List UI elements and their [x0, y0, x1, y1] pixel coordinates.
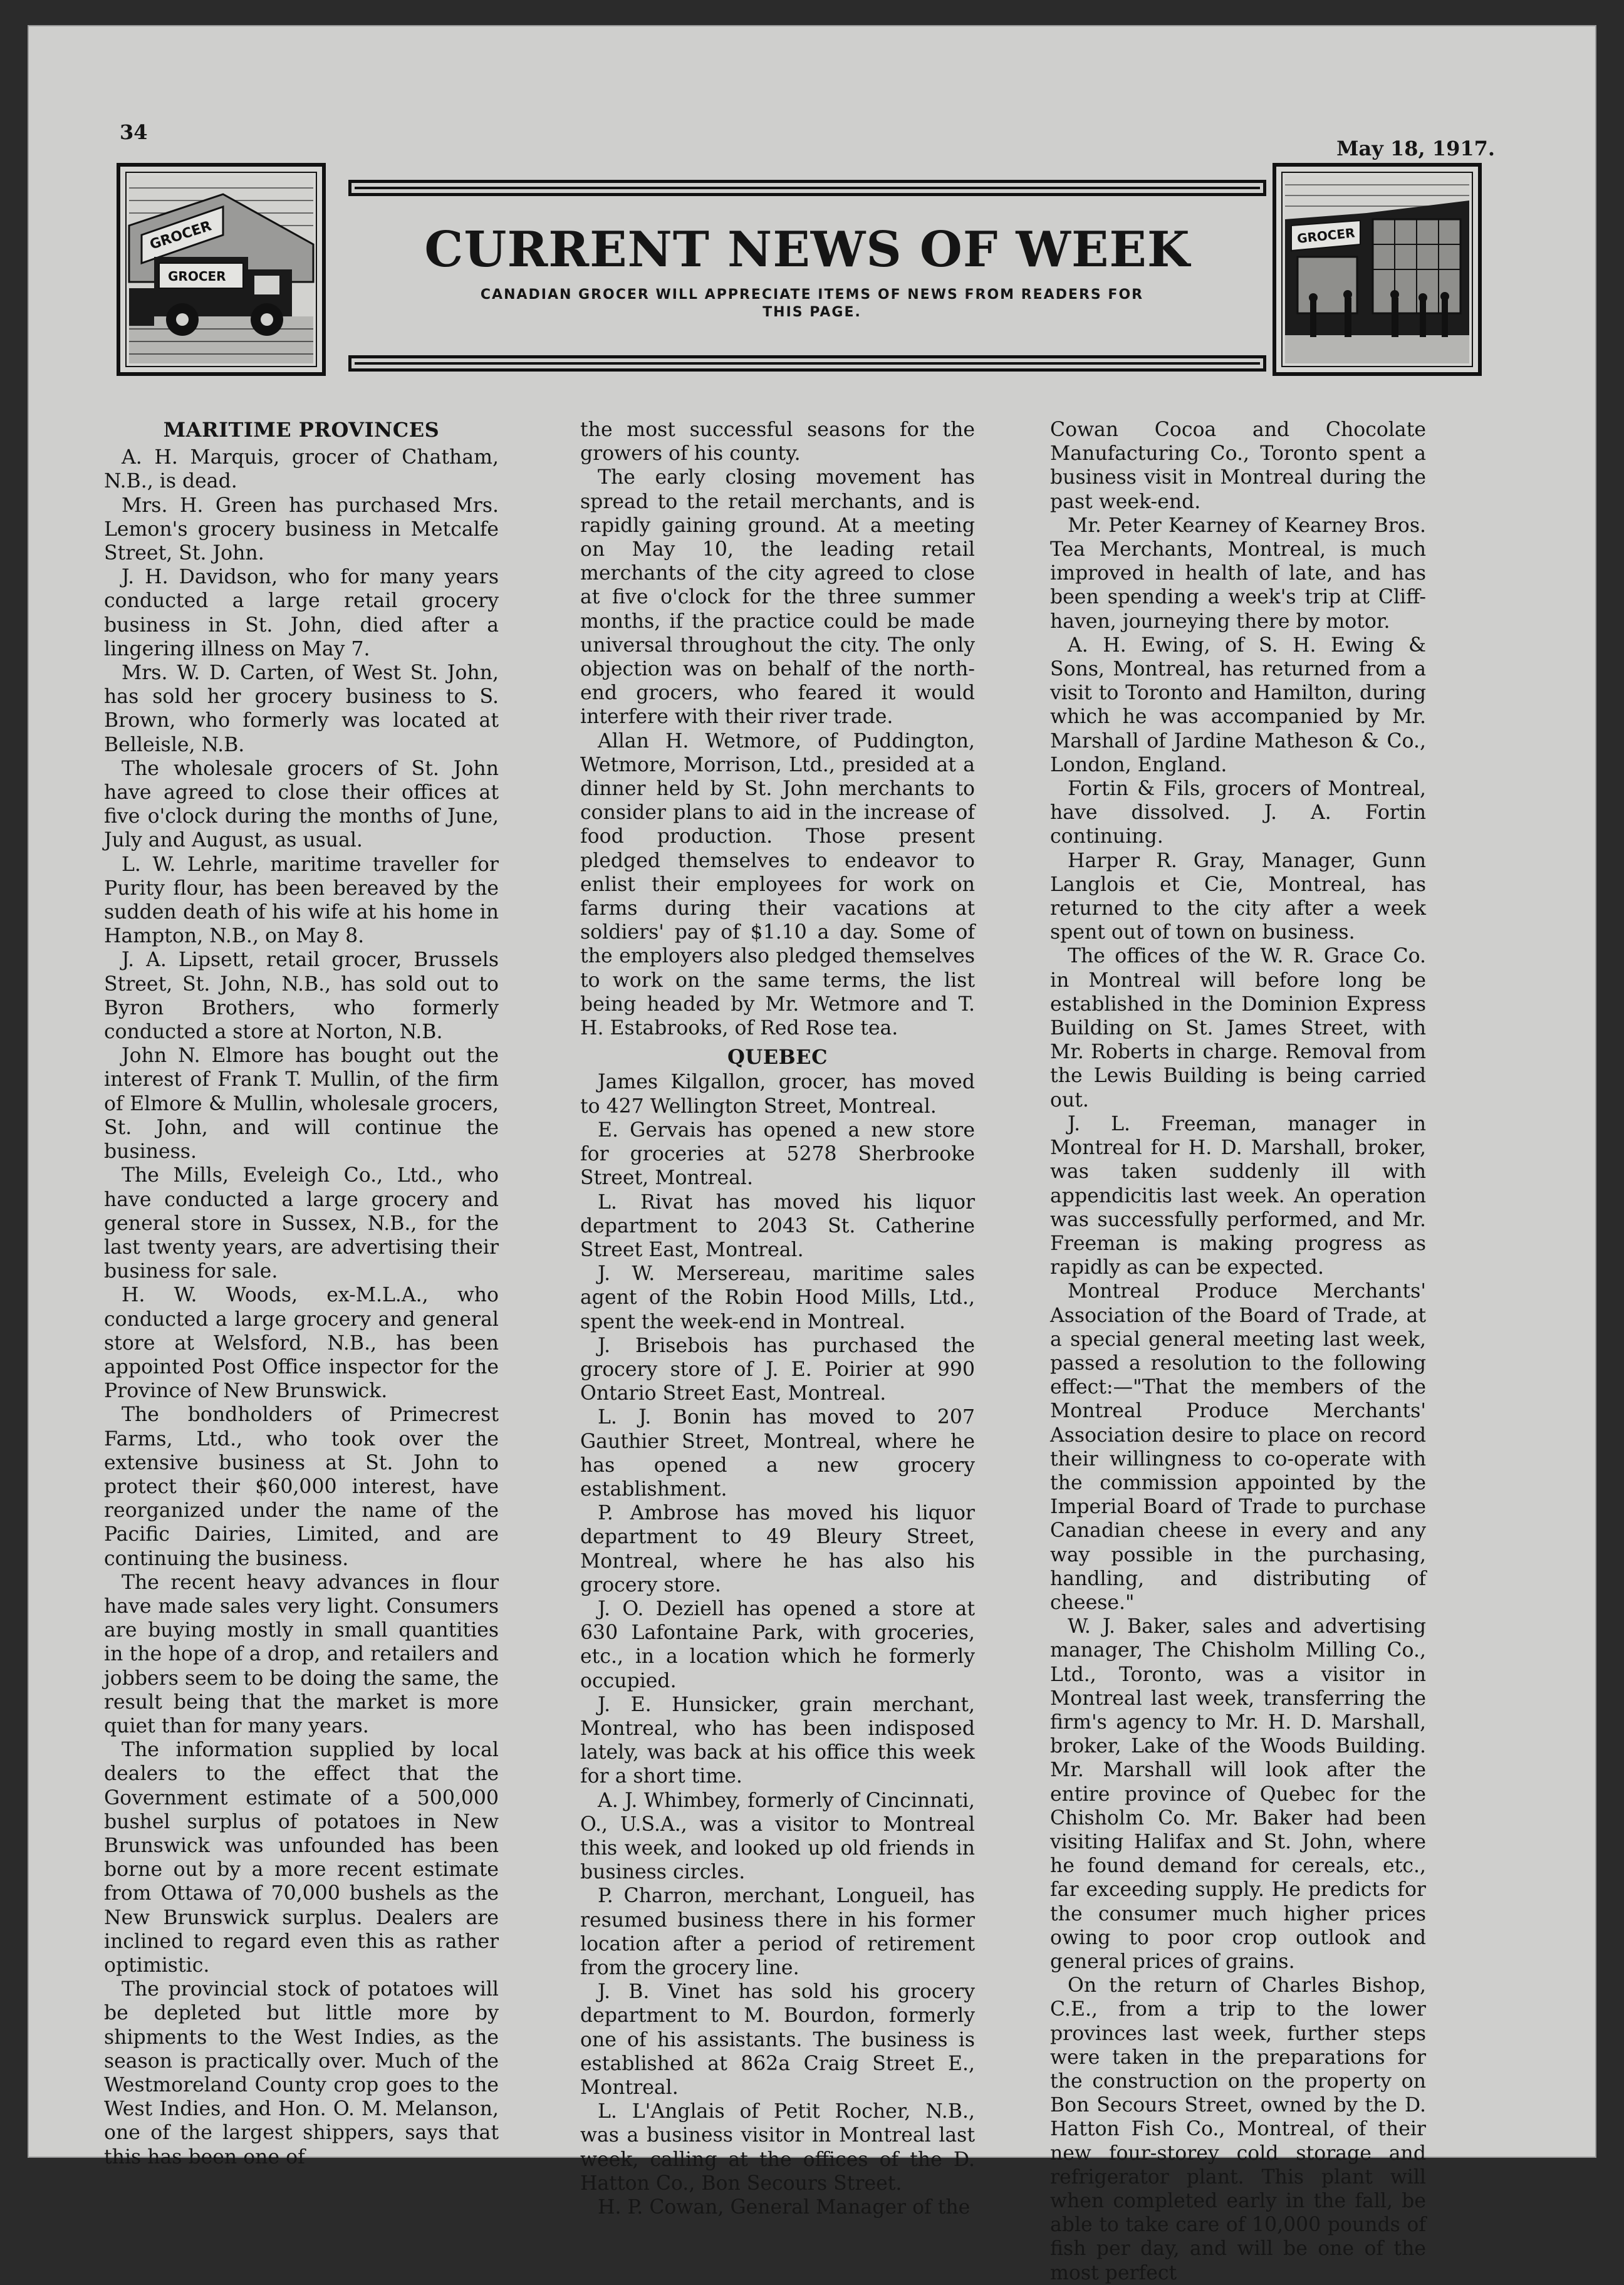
- news-item: J. W. Mersereau, maritime sales agent of the Robin Hood Mills, Ltd., spent the week-end in Montreal.: [580, 1262, 975, 1333]
- banner-subtitle: CANADIAN GROCER WILL APPRECIATE ITEMS OF NEWS FROM READERS FOR THIS PAGE.: [480, 287, 1144, 320]
- news-item: The offices of the W. R. Grace Co. in Montreal will before long be established in the Dominion Express Building on St. James Street, with Mr. Roberts in charge. Removal from the Lewis Building is being carried out.: [1050, 945, 1426, 1111]
- issue-date: May 18, 1917.: [1336, 137, 1495, 160]
- news-item: The bondholders of Primecrest Farms, Ltd., who took over the extensive business at St. John to protect their $60,000 interest, have reorganized under the name of the Pacific Dairies, Limited, and are continuing the business.: [104, 1403, 499, 1570]
- news-item: P. Ambrose has moved his liquor department to 49 Bleury Street, Montreal, where he has also his grocery store.: [580, 1502, 975, 1596]
- news-item: Harper R. Gray, Manager, Gunn Langlois et Cie, Montreal, has returned to the city after a week spent out of town on business.: [1050, 849, 1426, 944]
- page-number: 34: [120, 120, 148, 144]
- column-right: [1050, 418, 1426, 2285]
- column-middle: [580, 418, 975, 2219]
- section-heading-maritime: MARITIME PROVINCES: [163, 418, 440, 442]
- news-item: Fortin & Fils, grocers of Montreal, have dissolved. J. A. Fortin continuing.: [1050, 778, 1426, 848]
- news-item: J. L. Freeman, manager in Montreal for H. D. Marshall, broker, was taken suddenly ill with appendicitis last week. An operation was successfully performed, and Mr. Freeman is making progress as rapidly as can be expected.: [1050, 1112, 1426, 1279]
- grocer-truck-illustration: [117, 163, 326, 376]
- column-maritime: [104, 418, 499, 2169]
- news-item: John N. Elmore has bought out the interest of Frank T. Mullin, of the firm of Elmore & Mullin, wholesale grocers, St. John, and will continue the business.: [104, 1044, 499, 1163]
- storefront-sign: GROCER: [1296, 225, 1356, 246]
- news-item: Mrs. W. D. Carten, of West St. John, has sold her grocery business to S. Brown, who formerly was located at Belleisle, N.B.: [104, 662, 499, 756]
- news-item: The Mills, Eveleigh Co., Ltd., who have conducted a large grocery and general store in Sussex, N.B., for the last twenty years, are advertising their business for sale.: [104, 1164, 499, 1283]
- news-item: Mrs. H. Green has purchased Mrs. Lemon's grocery business in Metcalfe Street, St. John.: [104, 494, 499, 565]
- page-title: CURRENT NEWS OF WEEK: [424, 221, 1190, 278]
- news-item: The wholesale grocers of St. John have agreed to close their offices at five o'clock during the months of June, July and August, as usual.: [104, 757, 499, 852]
- news-item: P. Charron, merchant, Longueil, has resumed business there in his former location after a period of retirement from the grocery line.: [580, 1885, 975, 1979]
- news-item: Montreal Produce Merchants' Association of the Board of Trade, at a special general meeting last week, passed a resolution to the following effect:—"That the members of the Montreal Produce Merchants' Association desire to place on record their willingness to co-operate with the commission appointed by the Imperial Board of Trade to purchase Canadian cheese in every and any way possible in the purchasing, handling, and distributing of cheese.": [1050, 1280, 1426, 1614]
- news-item: E. Gervais has opened a new store for groceries at 5278 Sherbrooke Street, Montreal.: [580, 1118, 975, 1190]
- news-item: H. W. Woods, ex-M.L.A., who conducted a large grocery and general store at Welsford, N.B., has been appointed Post Office inspector for the Province of New Brunswick.: [104, 1284, 499, 1403]
- news-item: Mr. Peter Kearney of Kearney Bros. Tea Merchants, Montreal, is much improved in health of late, and has been spending a week's trip at Cliff-haven, journeying there by motor.: [1050, 514, 1426, 633]
- grocer-storefront-icon: [1285, 175, 1469, 363]
- banner-top-rule: [348, 180, 1266, 196]
- news-item: L. J. Bonin has moved to 207 Gauthier Street, Montreal, where he has opened a new grocery establishment.: [580, 1406, 975, 1501]
- news-item: J. B. Vinet has sold his grocery department to M. Bourdon, formerly one of his assistants. The business is established at 862a Craig Street E., Montreal.: [580, 1981, 975, 2100]
- news-item: Allan H. Wetmore, of Puddington, Wetmore, Morrison, Ltd., presided at a dinner held by St. John merchants to consider plans to aid in the increase of food production. Those present pledged themselves to endeavor to enlist their employees for work on farms during their vacations at soldiers' pay of $1.10 a day. Some of the employers also pledged themselves to work on the same terms, the list being headed by Mr. Wetmore and T. H. Estabrooks, of Red Rose tea.: [580, 729, 975, 1040]
- news-item-continued: the most successful seasons for the growers of his county.: [580, 419, 975, 466]
- grocer-truck-icon: [129, 175, 313, 363]
- news-item: L. W. Lehrle, maritime traveller for Purity flour, has been bereaved by the sudden death of his wife at his home in Hampton, N.B., on May 8.: [104, 853, 499, 948]
- news-item: J. E. Hunsicker, grain merchant, Montreal, who has been indisposed lately, was back at his office this week for a short time.: [580, 1693, 975, 1788]
- news-item: James Kilgallon, grocer, has moved to 427 Wellington Street, Montreal.: [580, 1071, 975, 1118]
- news-item: A. H. Ewing, of S. H. Ewing & Sons, Montreal, has returned from a visit to Toronto and Hamilton, during which he was accompanied by Mr. Marshall of Jardine Matheson & Co., London, England.: [1050, 633, 1426, 776]
- news-item: On the return of Charles Bishop, C.E., from a trip to the lower provinces last week, further steps were taken in the preparations for the construction on the property on Bon Secours Street, owned by the D. Hatton Fish Co., Montreal, of their new four-storey cold storage and refrigerator plant. This plant will when completed early in the fall, be able to take care of 10,000 pounds of fish per day, and will be one of the most perfect: [1050, 1974, 1426, 2284]
- news-item: H. P. Cowan, General Manager of the: [598, 2196, 971, 2219]
- truck-side-sign: GROCER: [168, 269, 226, 284]
- news-item: J. A. Lipsett, retail grocer, Brussels Street, St. John, N.B., has sold out to Byron Brothers, who formerly conducted a store at Norton, N.B.: [104, 949, 499, 1044]
- news-item: The early closing movement has spread to the retail merchants, and is rapidly gaining ground. At a meeting on May 10, the leading retail merchants of the city agreed to close at five o'clock for the three summer months, if the practice could be made universal throughout the city. The only objection was on behalf of the north-end grocers, who feared it would interfere with their river trade.: [580, 466, 975, 729]
- news-item: L. L'Anglais of Petit Rocher, N.B., was a business visitor in Montreal last week, calling at the offices of the D. Hatton Co., Bon Secours Street.: [580, 2100, 975, 2195]
- news-item: J. Brisebois has purchased the grocery store of J. E. Poirier at 990 Ontario Street East, Montreal.: [580, 1334, 975, 1405]
- news-item: J. O. Deziell has opened a store at 630 Lafontaine Park, with groceries, etc., in a location which he formerly occupied.: [580, 1597, 975, 1692]
- news-item: The information supplied by local dealers to the effect that the Government estimate of a 500,000 bushel surplus of potatoes in New Brunswick was unfounded has been borne out by a more recent estimate from Ottawa of 70,000 bushels as the New Brunswick surplus. Dealers are inclined to regard even this as rather optimistic.: [104, 1739, 499, 1977]
- magazine-page: [28, 25, 1596, 2284]
- grocer-storefront-illustration: [1273, 163, 1482, 376]
- news-item: The provincial stock of potatoes will be depleted but little more by shipments to the West Indies, as the season is practically over. Much of the Westmoreland County crop goes to the West Indies, and Hon. O. M. Melanson, one of the largest shippers, says that this has been one of: [104, 1978, 499, 2168]
- news-item: L. Rivat has moved his liquor department to 2043 St. Catherine Street East, Montreal.: [580, 1190, 975, 1261]
- news-item-continued: Cowan Cocoa and Chocolate Manufacturing Co., Toronto spent a business visit in Montreal during the past week-end.: [1050, 419, 1426, 513]
- truck-store-sign: GROCER: [148, 218, 214, 253]
- banner-bottom-rule: [348, 355, 1266, 372]
- news-item: J. H. Davidson, who for many years conducted a large retail grocery business in St. John, died after a lingering illness on May 7.: [104, 566, 499, 660]
- news-item: W. J. Baker, sales and advertising manager, The Chisholm Milling Co., Ltd., Toronto, was a visitor in Montreal last week, transferring the firm's agency to Mr. H. D. Marshall, broker, Lake of the Woods Building. Mr. Marshall will look after the entire province of Quebec for the Chisholm Co. Mr. Baker had been visiting Halifax and St. John, where he found demand for cereals, etc., far exceeding supply. He predicts for the consumer much higher prices owing to poor crop outlook and general prices of grains.: [1050, 1615, 1426, 1973]
- news-item: The recent heavy advances in flour have made sales very light. Consumers are buying mostly in small quantities in the hope of a drop, and retailers and jobbers seem to be doing the same, the result being that the market is more quiet than for many years.: [104, 1571, 499, 1737]
- news-item: A. H. Marquis, grocer of Chatham, N.B., is dead.: [104, 446, 499, 493]
- section-heading-quebec: QUEBEC: [727, 1045, 828, 1070]
- news-item: A. J. Whimbey, formerly of Cincinnati, O., U.S.A., was a visitor to Montreal this week, and looked up old friends in business circles.: [580, 1789, 975, 1884]
